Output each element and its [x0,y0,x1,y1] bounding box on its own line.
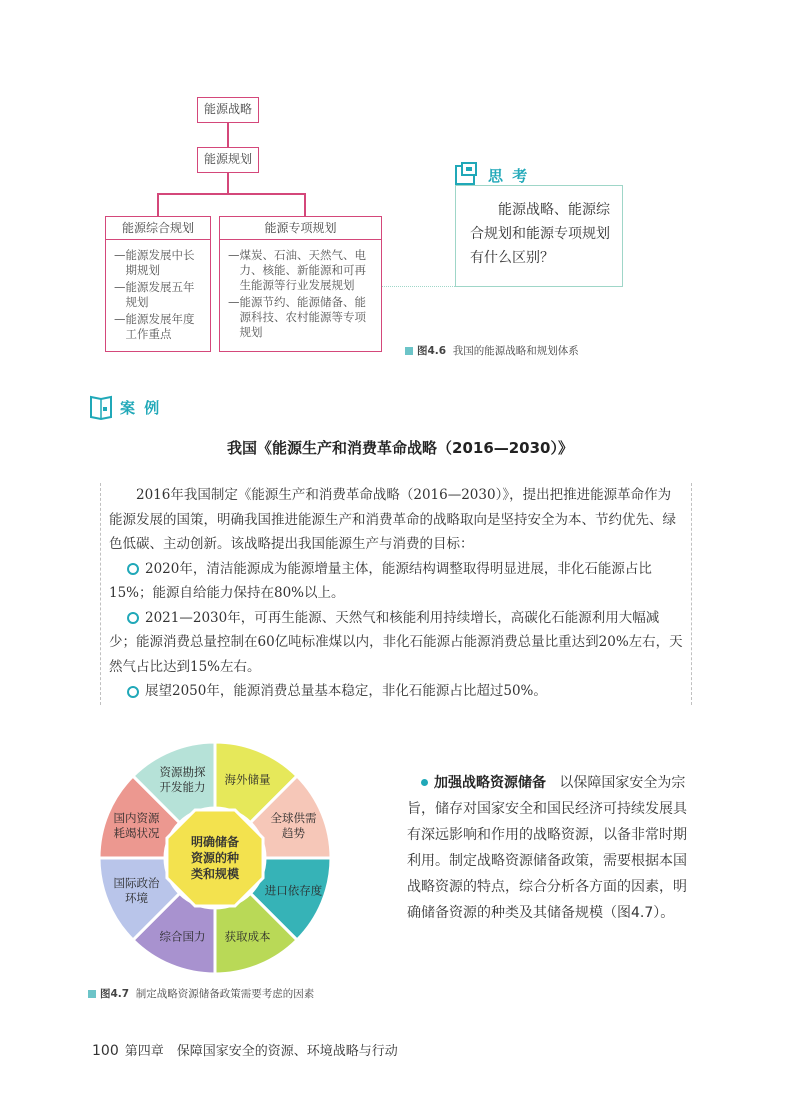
paragraph-lead: 加强战略资源储备 [434,775,546,791]
chapter-title: 第四章 保障国家安全的资源、环境战略与行动 [124,1044,398,1059]
case-bullet: 2020年，清洁能源成为能源增量主体，能源结构调整取得明显进展，非化石能源占比15%；能源自给能力保持在80%以上。 [109,560,652,601]
special-plan-title: 能源专项规划 [264,221,337,235]
strategic-reserve-paragraph [407,770,699,926]
circle-bullet-icon [127,563,139,575]
wheel-segment-label: 综合国力 [159,929,206,944]
case-bullet: 2021—2030年，可再生能源、天然气和核能利用持续增长，高碳化石能源利用大幅减少；能源消费总量控制在60亿吨标准煤以内，非化石能源占能源消费总量比重达到20%左右，天然气占比达到15%左右。 [109,609,683,675]
caption-marker [405,347,413,355]
planning-label: 能源规划 [203,152,252,166]
caption-label: 图4.7 [100,988,130,1000]
figure-4-6-caption [405,343,579,358]
connector-strategy-planning [227,123,229,147]
wheel-segment-label: 资源勘探开发能力 [159,764,206,794]
case-bullet: 展望2050年，能源消费总量基本稳定，非化石能源占比超过50%。 [109,679,683,704]
page-number: 100 [92,1043,119,1059]
connector-right-down [304,193,306,216]
think-connector [382,286,455,287]
wheel-segment-label: 海外储量 [224,772,271,787]
wheel-center-label: 明确储备资源的种类和规模 [190,835,240,881]
connector-planning-down [227,173,229,193]
think-label: 思 考 [488,166,530,185]
wheel-segment-label: 获取成本 [224,929,271,944]
strategy-box [197,97,259,123]
circle-bullet-icon [127,686,139,698]
comprehensive-item: — 能源发展年度工作重点 [114,312,195,341]
wheel-segment-label: 国际政治环境 [113,876,160,906]
caption-text: 制定战略资源储备政策需要考虑的因素 [135,988,315,1000]
blue-dot-bullet-icon [421,779,428,786]
comprehensive-item: — 能源发展中长期规划 [114,248,195,277]
paragraph-body: 以保障国家安全为宗旨，储存对国家安全和国民经济可持续发展具有深远影响和作用的战略资源，以备非常时期利用。制定战略资源储备政策，需要根据本国战略资源的特点，综合分析各方面的因素，明确储备资源的种类及其储备规模（图4.7）。 [407,775,687,921]
caption-label: 图4.6 [417,345,447,357]
case-icon [88,393,114,421]
comprehensive-plan-box [105,216,211,352]
wheel-segment-label: 国内资源耗竭状况 [113,810,160,840]
wheel-segment-label: 进口依存度 [264,883,323,898]
figure-4-7-caption [88,986,314,1001]
special-plan-box [219,216,382,352]
strategy-label: 能源战略 [203,102,252,116]
special-item: — 煤炭、石油、天然气、电力、核能、新能源和可再生能源等行业发展规划 [228,248,366,292]
case-intro: 2016年我国制定《能源生产和消费革命战略（2016—2030）》，提出把推进能源革命作为能源发展的国策，明确我国推进能源生产和消费革命的战略取向是坚持安全为本、节约优先、绿色低碳、主动创新。该战略提出我国能源生产与消费的目标： [109,487,676,552]
comprehensive-plan-title: 能源综合规划 [121,221,194,235]
special-item: — 能源节约、能源储备、能源科技、农村能源等专项规划 [228,295,366,339]
case-label: 案 例 [120,398,162,417]
think-box [455,185,623,287]
planning-box [197,147,259,173]
strategic-reserve-wheel [95,738,335,978]
comprehensive-item: — 能源发展五年规划 [114,280,195,309]
connector-left-down [157,193,159,216]
case-header [88,393,161,421]
connector-horizontal [157,193,305,195]
caption-marker [88,990,96,998]
circle-bullet-icon [127,612,139,624]
caption-text: 我国的能源战略和规划体系 [452,345,579,357]
case-title: 我国《能源生产和消费革命战略（2016—2030）》 [227,439,573,457]
page-footer [92,1040,398,1059]
think-question: 能源战略、能源综合规划和能源专项规划有什么区别？ [470,202,610,266]
case-box [100,483,692,705]
wheel-segment-label: 全球供需趋势 [270,810,317,840]
